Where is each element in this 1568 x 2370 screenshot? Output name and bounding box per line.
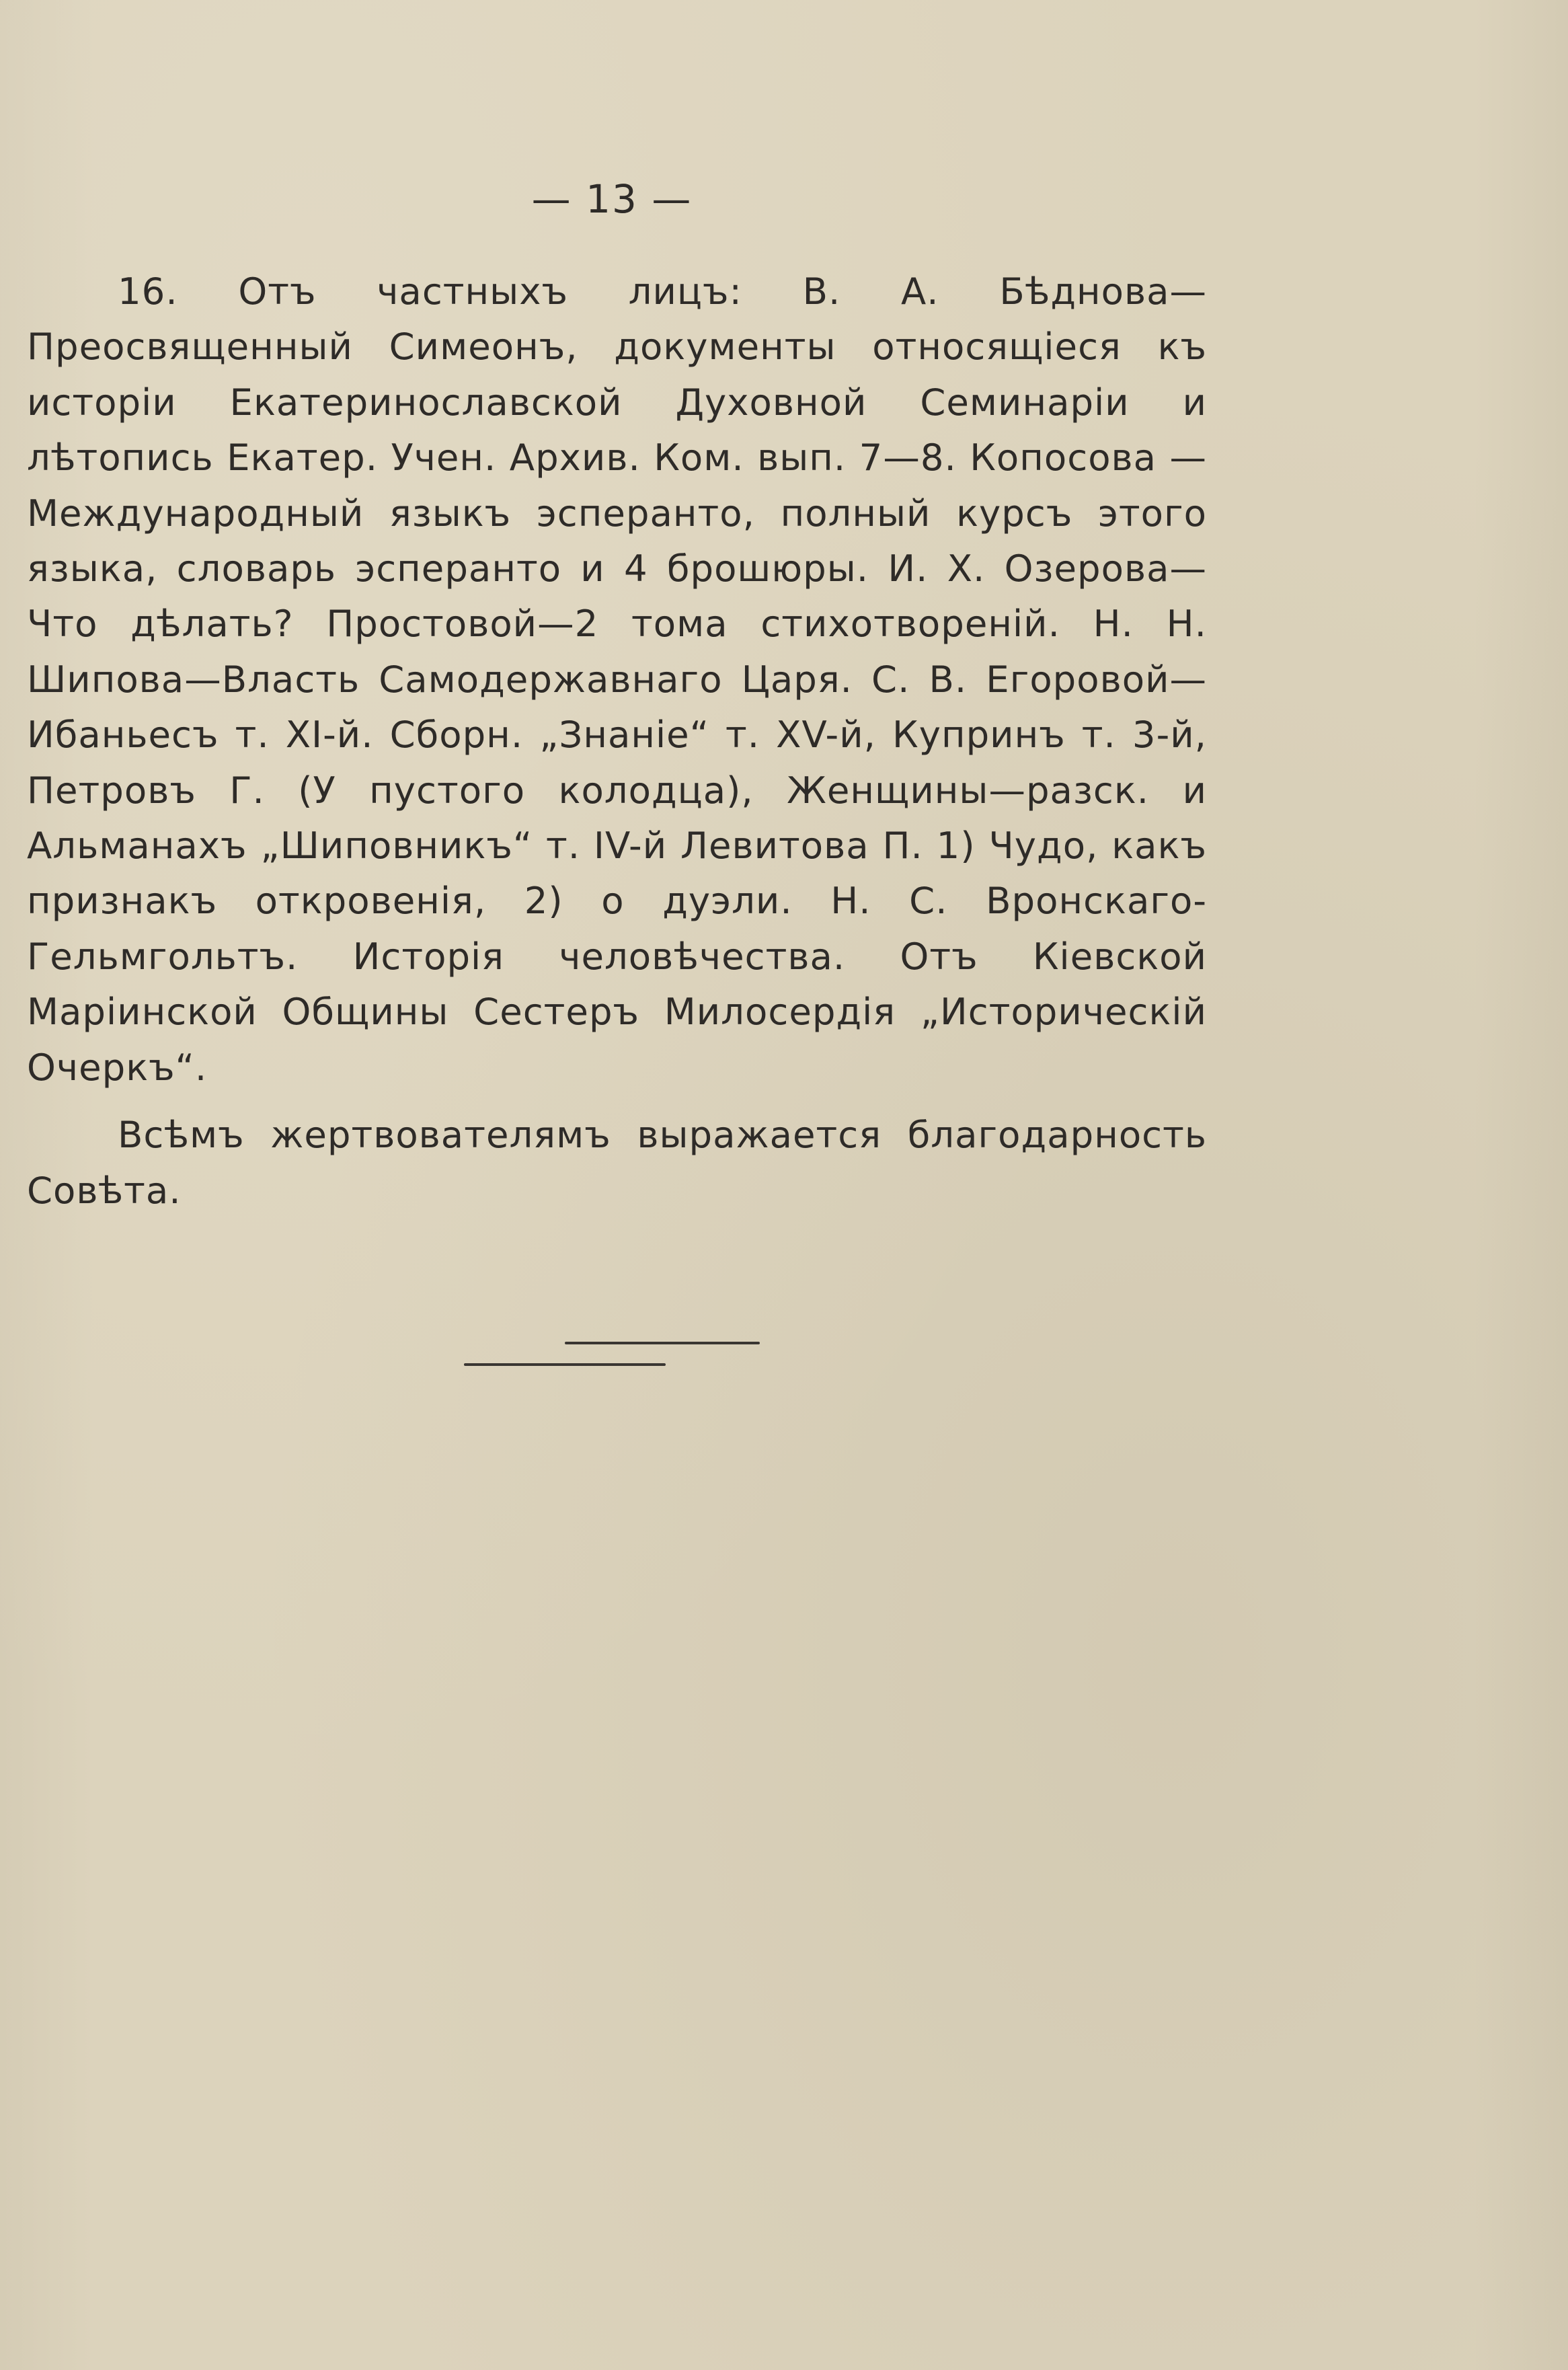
donors-paragraph: 16. Отъ частныхъ лицъ: В. А. Бѣднова—Преосвященный Симеонъ, документы относящіеся къ исторіи Екатеринославской Духовной Семинаріи и лѣтопись Екатер. Учен. Архив. Ком. вып. 7—8. Копосова —Международный языкъ эсперанто, полный курсъ этого языка, словарь эсперанто и 4 брошюры. И. Х. Озерова—Что дѣлать? Простовой—2 тома стихотвореній. Н. Н. Шипова—Власть Самодержавнаго Царя. С. В. Егоровой—Ибаньесъ т. XI-й. Сборн. „Знаніе“ т. XV-й, Купринъ т. 3-й, Петровъ Г. (У пустого колодца), Женщины—разск. и Альманахъ „Шиповникъ“ т. IV-й Левитова П. 1) Чудо, какъ признакъ откровенія, 2) о дуэли. Н. С. Вронскаго-Гельмгольтъ. Исторія человѣчества. Отъ Кіевской Маріинской Общины Сестеръ Милосердія „Историческій Очеркъ“. xyxy=(27,270,1207,1089)
ornament-line-bottom xyxy=(464,1363,666,1366)
gratitude-paragraph: Всѣмъ жертвователямъ выражается благодарность Совѣта. xyxy=(27,1113,1207,1212)
end-ornament xyxy=(464,1342,760,1369)
page-number: — 13 — xyxy=(531,176,693,222)
ornament-line-top xyxy=(565,1342,760,1344)
body-text xyxy=(27,264,1207,1218)
